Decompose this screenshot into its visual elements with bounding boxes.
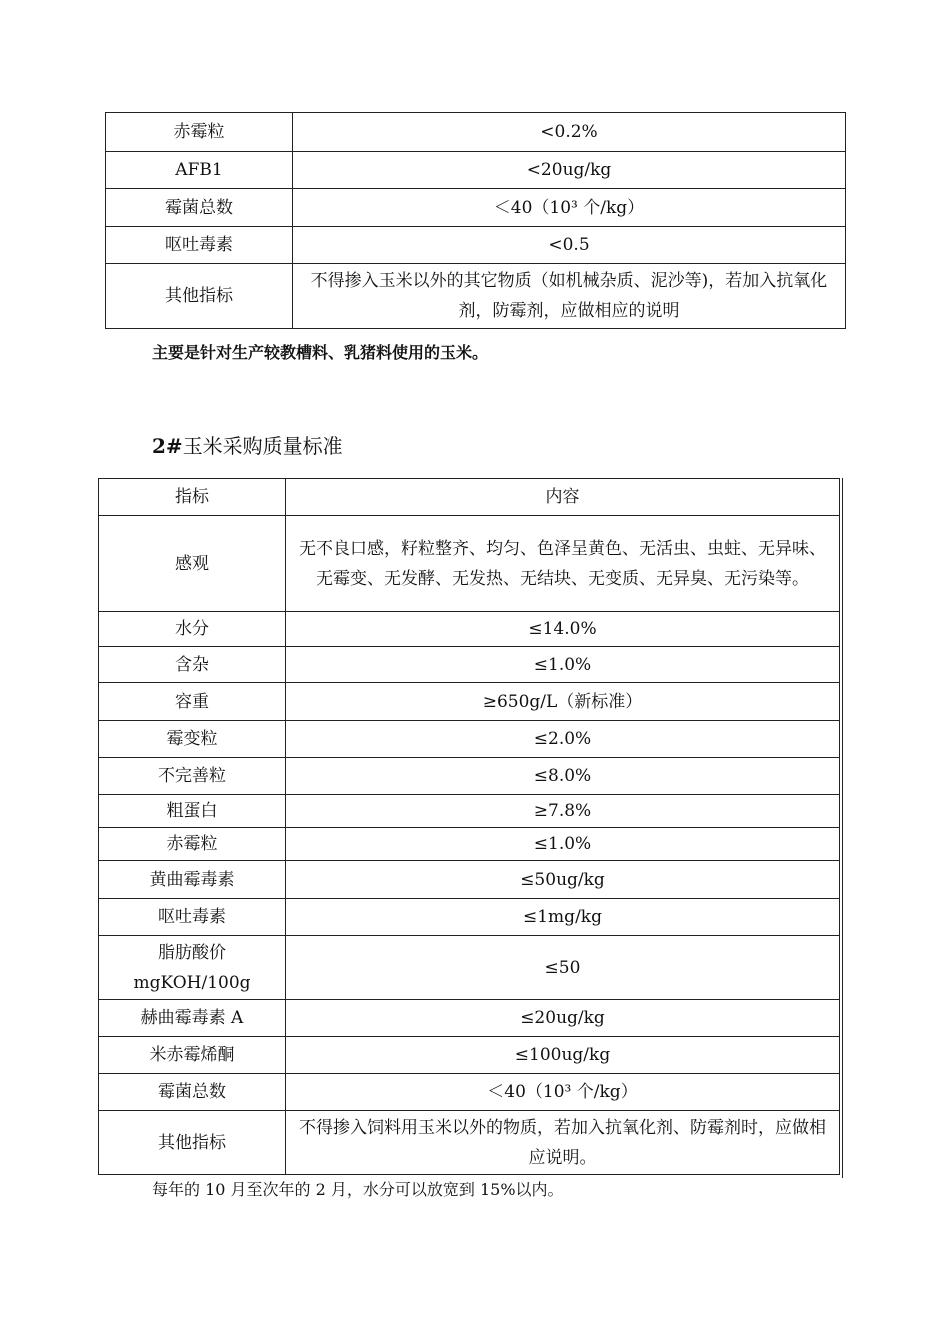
row-label: 感观: [99, 516, 286, 612]
row-value: ≤2.0%: [286, 721, 840, 758]
table-row: [99, 861, 840, 899]
row-value: ≤50: [286, 936, 840, 1000]
row-value: 不得掺入玉米以外的其它物质（如机械杂质、泥沙等)，若加入抗氧化剂，防霉剂，应做相应的说明: [293, 264, 846, 329]
row-value: ≤1.0%: [286, 828, 840, 861]
row-value: ≤8.0%: [286, 758, 840, 795]
table-row: [99, 899, 840, 936]
row-value: ≤50ug/kg: [286, 861, 840, 899]
header-content: 内容: [286, 479, 840, 516]
heading-text: 玉米采购质量标准: [182, 434, 343, 458]
row-value: <0.5: [293, 227, 846, 264]
row-label: 霉菌总数: [99, 1074, 286, 1111]
row-value: ＜40（10³ 个/kg）: [293, 189, 846, 227]
table-row: [99, 1074, 840, 1111]
table-row: [99, 683, 840, 721]
table-row: [99, 828, 840, 861]
table-row: [99, 795, 840, 828]
table-row: [99, 647, 840, 683]
table-corn-1-standard: [105, 112, 846, 329]
section-heading: [152, 430, 343, 459]
row-label: 霉菌总数: [106, 189, 293, 227]
row-label: 容重: [99, 683, 286, 721]
row-value: <20ug/kg: [293, 152, 846, 189]
moisture-note: 每年的 10 月至次年的 2 月，水分可以放宽到 15%以内。: [152, 1180, 564, 1199]
row-label: 黄曲霉毒素: [99, 861, 286, 899]
row-label: 其他指标: [99, 1111, 286, 1175]
table-row: [99, 516, 840, 612]
row-value: ≥650g/L（新标准）: [286, 683, 840, 721]
row-value: ≤100ug/kg: [286, 1037, 840, 1074]
table-row: [106, 189, 846, 227]
table-row: [106, 152, 846, 189]
row-value: 不得掺入饲料用玉米以外的物质，若加入抗氧化剂、防霉剂时，应做相应说明。: [286, 1111, 840, 1175]
table-row: [99, 612, 840, 647]
row-label: 呕吐毒素: [99, 899, 286, 936]
row-value: ≤1mg/kg: [286, 899, 840, 936]
table1-note: 主要是针对生产较教槽料、乳猪料使用的玉米。: [152, 343, 489, 362]
table-row: [99, 1000, 840, 1037]
row-value: <0.2%: [293, 113, 846, 152]
row-value: ≤20ug/kg: [286, 1000, 840, 1037]
header-indicator: 指标: [99, 479, 286, 516]
table-row: [99, 1037, 840, 1074]
row-value: ＜40（10³ 个/kg）: [286, 1074, 840, 1111]
row-label: 脂肪酸价 mgKOH/100g: [99, 936, 286, 1000]
table-edge-line: [842, 478, 843, 1178]
table-row: [106, 113, 846, 152]
table-row: [99, 936, 840, 1000]
row-value: ≤14.0%: [286, 612, 840, 647]
row-value: ≤1.0%: [286, 647, 840, 683]
row-label: 赤霉粒: [106, 113, 293, 152]
table-row: [106, 264, 846, 329]
row-label: 其他指标: [106, 264, 293, 329]
table-row: [106, 227, 846, 264]
row-label: 呕吐毒素: [106, 227, 293, 264]
table-header-row: [99, 479, 840, 516]
table-row: [99, 721, 840, 758]
row-label: 米赤霉烯酮: [99, 1037, 286, 1074]
row-label: AFB1: [106, 152, 293, 189]
heading-prefix: 2#: [152, 434, 183, 458]
row-label: 水分: [99, 612, 286, 647]
row-value: ≥7.8%: [286, 795, 840, 828]
row-label: 赫曲霉毒素 A: [99, 1000, 286, 1037]
row-label: 含杂: [99, 647, 286, 683]
table-corn-2-standard: [98, 478, 840, 1175]
row-label: 赤霉粒: [99, 828, 286, 861]
table-row: [99, 1111, 840, 1175]
row-label: 霉变粒: [99, 721, 286, 758]
row-value: 无不良口感，籽粒整齐、均匀、色泽呈黄色、无活虫、虫蛀、无异味、无霉变、无发酵、无发热、无结块、无变质、无异臭、无污染等。: [286, 516, 840, 612]
table-row: [99, 758, 840, 795]
row-label: 粗蛋白: [99, 795, 286, 828]
row-label: 不完善粒: [99, 758, 286, 795]
